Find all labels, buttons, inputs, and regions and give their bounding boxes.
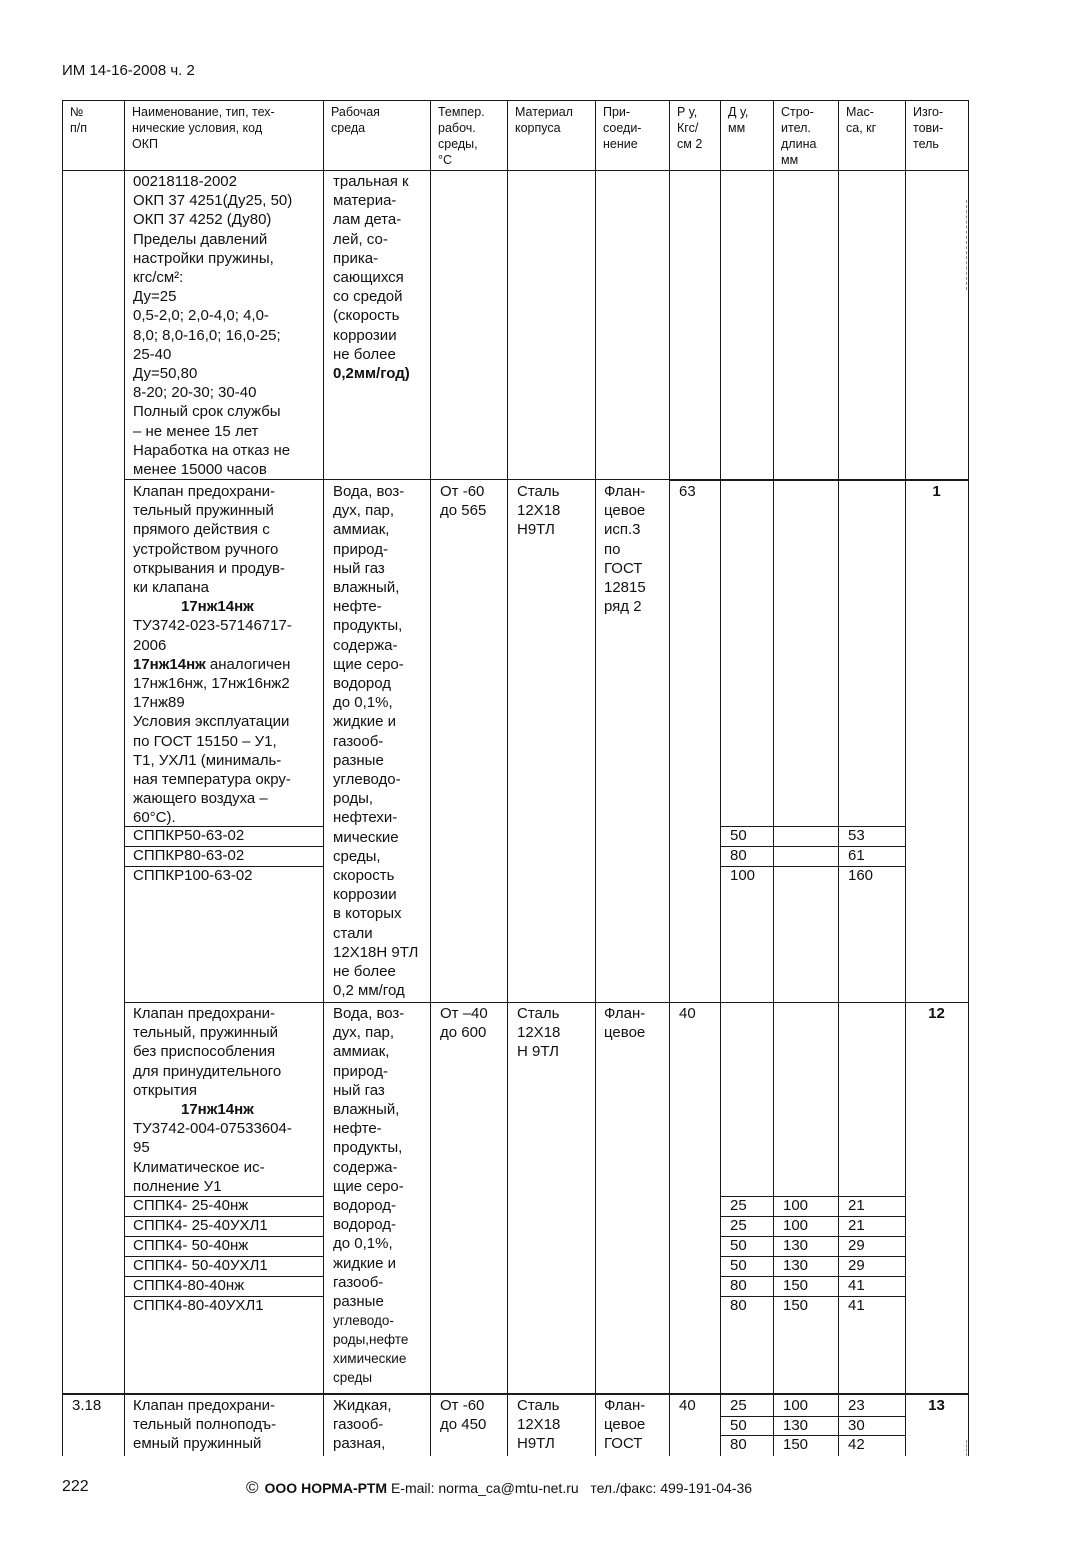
model-rule: [124, 1296, 323, 1297]
page-number: 222: [62, 1478, 89, 1495]
name-line: для принудительного: [133, 1062, 282, 1080]
mass-value: 160: [848, 867, 874, 884]
medium-line: лей, со-: [333, 230, 388, 248]
name-line: ТУ3742-023-57146717-: [133, 617, 292, 635]
medium-line: щие серо-: [333, 655, 404, 673]
column-rule-2: [323, 100, 324, 1456]
medium-line: Вода, воз-: [333, 483, 405, 500]
data-rule: [720, 1296, 905, 1297]
medium-line: 0,2 мм/год: [333, 982, 405, 1000]
name-line: устройством ручного: [133, 540, 279, 558]
name-line: полнение У1: [133, 1177, 222, 1195]
build-length: 100: [783, 1217, 809, 1234]
body-material: Сталь 12Х18 Н9ТЛ: [517, 1397, 561, 1453]
medium-line: нефтехи-: [333, 809, 398, 827]
build-length: 130: [783, 1417, 809, 1434]
medium-line: 0,2мм/год): [333, 365, 410, 382]
name-line: Клапан предохрани-: [133, 483, 275, 500]
mass-value: 21: [848, 1197, 865, 1214]
body-material: Сталь 12Х18 Н 9ТЛ: [517, 1005, 561, 1061]
model-name: СППК4- 25-40УХЛ1: [133, 1217, 268, 1234]
name-line: Наработка на отказ не: [133, 441, 291, 459]
footer-email: E-mail: norma_ca@mtu-net.ru: [390, 1480, 579, 1496]
medium-line: водород-: [333, 1216, 397, 1234]
medium-line: природ-: [333, 1062, 388, 1080]
medium-line: до 0,1%,: [333, 1235, 393, 1253]
model-name: СППК4- 25-40нж: [133, 1197, 249, 1214]
block-rule-bold: [669, 479, 968, 481]
medium-line: дух, пар,: [333, 502, 395, 520]
medium-line: материа-: [333, 192, 397, 210]
medium-line: (скорость: [333, 307, 400, 325]
column-rule-1: [124, 100, 125, 1456]
column-rule-7: [720, 100, 721, 1456]
medium-line: влажный,: [333, 1101, 400, 1118]
column-rule-6: [669, 100, 670, 1456]
temperature-range: От -60 до 450: [440, 1397, 487, 1434]
name-line: 25-40: [133, 345, 172, 363]
name-line: 17нж16нж, 17нж16нж2: [133, 675, 290, 692]
scan-mark: [966, 1440, 968, 1456]
manufacturer-number: 12: [928, 1005, 945, 1022]
mass-value: 41: [848, 1297, 865, 1314]
model-name: СППКР100-63-02: [133, 867, 253, 884]
model-name: СППК4- 50-40УХЛ1: [133, 1257, 268, 1274]
name-line: 95: [133, 1139, 150, 1157]
data-rule: [720, 826, 905, 827]
copyright-icon: ©: [246, 1478, 259, 1497]
medium-line: среды: [333, 1370, 373, 1386]
medium-line: разные: [333, 1293, 384, 1310]
medium-line: содержа-: [333, 636, 398, 654]
medium-line: углеводо-: [333, 1313, 394, 1329]
medium-line: Жидкая,: [333, 1397, 392, 1414]
medium-line: газооб-: [333, 732, 384, 750]
medium-line: роды,нефте: [333, 1332, 409, 1348]
document-id: ИМ 14-16-2008 ч. 2: [62, 62, 195, 79]
name-line: тельный пружинный: [133, 502, 274, 520]
nominal-diameter: 80: [730, 1277, 747, 1294]
column-header-8: Стро- ител. длина мм: [781, 105, 817, 167]
medium-line: химические: [333, 1351, 407, 1367]
name-line: тельный, пружинный: [133, 1024, 278, 1042]
name-line: ОКП 37 4251(Ду25, 50): [133, 192, 293, 210]
nominal-pressure: 40: [679, 1397, 696, 1414]
manufacturer-number: 13: [928, 1397, 945, 1414]
footer-phone: тел./факс: 499-191-04-36: [590, 1480, 753, 1496]
mass-value: 41: [848, 1277, 865, 1294]
name-line: без приспособления: [133, 1043, 276, 1061]
name-line: 2006: [133, 636, 167, 654]
data-rule: [720, 1216, 905, 1217]
data-rule: [720, 1435, 905, 1436]
mass-value: 42: [848, 1436, 865, 1453]
model-rule: [124, 866, 323, 867]
medium-line: тральная к: [333, 173, 409, 190]
model-rule: [124, 1196, 323, 1197]
column-rule-4: [507, 100, 508, 1456]
medium-line: продукты,: [333, 1139, 403, 1157]
column-rule-9: [838, 100, 839, 1456]
data-rule: [720, 846, 905, 847]
medium-line: ный газ: [333, 559, 385, 577]
column-rule-10: [905, 100, 906, 1456]
medium-line: щие серо-: [333, 1177, 404, 1195]
name-line: менее 15000 часов: [133, 461, 267, 478]
name-line: 17нж89: [133, 694, 185, 712]
model-name: СППКР50-63-02: [133, 827, 245, 844]
medium-line: Вода, воз-: [333, 1005, 405, 1022]
block-rule: [124, 1002, 968, 1003]
nominal-pressure: 40: [679, 1005, 696, 1022]
medium-line: не более: [333, 963, 396, 980]
nominal-diameter: 80: [730, 847, 747, 864]
connection-type: Флан- цевое исп.3 по ГОСТ 12815 ряд 2: [604, 483, 646, 616]
data-rule: [720, 1236, 905, 1237]
name-line: емный пружинный: [133, 1435, 262, 1453]
nominal-diameter: 100: [730, 867, 756, 884]
body-material: Сталь 12Х18 Н9ТЛ: [517, 483, 561, 539]
name-line: настройки пружины,: [133, 249, 274, 267]
name-line: прямого действия с: [133, 521, 270, 539]
column-header-10: Изго- тови- тель: [913, 105, 944, 151]
mass-value: 21: [848, 1217, 865, 1234]
medium-line: нефте-: [333, 598, 382, 616]
name-line: – не менее 15 лет: [133, 422, 259, 440]
medium-line: разная,: [333, 1435, 386, 1453]
column-header-6: Р у, Кгс/ см 2: [677, 105, 703, 151]
model-rule: [124, 1216, 323, 1217]
medium-line: не более: [333, 345, 396, 363]
medium-line: газооб-: [333, 1273, 384, 1291]
model-rule: [124, 1276, 323, 1277]
name-line: кгс/см²:: [133, 269, 184, 286]
name-line: 0,5-2,0; 2,0-4,0; 4,0-: [133, 307, 269, 325]
name-line: 17нж14нж: [181, 598, 254, 616]
nominal-diameter: 50: [730, 1237, 747, 1254]
model-rule: [124, 1256, 323, 1257]
medium-line: среды,: [333, 847, 381, 865]
medium-line: скорость: [333, 867, 395, 884]
connection-type: Флан- цевое: [604, 1005, 646, 1042]
company-name: ООО НОРМА-РТМ: [264, 1480, 388, 1496]
nominal-diameter: 25: [730, 1197, 747, 1214]
column-header-0: № п/п: [70, 105, 88, 135]
model-name: СППК4- 50-40нж: [133, 1237, 249, 1254]
build-length: 150: [783, 1277, 809, 1294]
medium-line: сающихся: [333, 269, 404, 286]
data-rule: [720, 866, 905, 867]
mass-value: 23: [848, 1397, 865, 1414]
name-line: тельный полноподъ-: [133, 1416, 277, 1434]
data-rule: [720, 1256, 905, 1257]
medium-line: лам дета-: [333, 211, 402, 229]
medium-line: роды,: [333, 790, 374, 808]
column-header-2: Рабочая среда: [331, 105, 380, 135]
medium-line: аммиак,: [333, 521, 390, 539]
mass-value: 29: [848, 1237, 865, 1254]
medium-line: аммиак,: [333, 1043, 390, 1061]
medium-line: мические: [333, 828, 399, 846]
medium-line: дух, пар,: [333, 1024, 395, 1042]
name-line: Условия эксплуатации: [133, 713, 290, 731]
connection-type: Флан- цевое ГОСТ: [604, 1397, 646, 1453]
column-header-1: Наименование, тип, тех- нические условия, код ОКП: [132, 105, 275, 151]
name-line: ная температура окру-: [133, 771, 291, 788]
column-rule-3: [430, 100, 431, 1456]
nominal-diameter: 25: [730, 1397, 747, 1414]
model-name: СППКР80-63-02: [133, 847, 245, 864]
mass-value: 30: [848, 1417, 865, 1434]
name-line: Клапан предохрани-: [133, 1397, 275, 1414]
column-header-5: При- соеди- нение: [603, 105, 642, 151]
temperature-range: От -60 до 565: [440, 483, 487, 520]
data-rule: [720, 1196, 905, 1197]
column-rule-0: [62, 100, 63, 1456]
nominal-diameter: 50: [730, 827, 747, 844]
name-line: 17нж14нж: [181, 1101, 254, 1118]
name-line: 60°С).: [133, 809, 176, 827]
medium-line: водород: [333, 675, 392, 692]
medium-line: жидкие и: [333, 1254, 396, 1272]
column-header-4: Материал корпуса: [515, 105, 573, 135]
column-header-7: Д у, мм: [728, 105, 749, 135]
row-number: 3.18: [72, 1397, 102, 1414]
medium-line: содержа-: [333, 1158, 398, 1176]
medium-line: углеводо-: [333, 771, 401, 788]
name-line: Ду=50,80: [133, 365, 198, 382]
nominal-pressure: 63: [679, 483, 696, 500]
medium-line: водород-: [333, 1197, 397, 1214]
build-length: 130: [783, 1257, 809, 1274]
build-length: 150: [783, 1297, 809, 1314]
medium-line: природ-: [333, 540, 388, 558]
medium-line: прика-: [333, 249, 379, 267]
block-rule-bold: [62, 1393, 968, 1395]
name-line: открывания и продув-: [133, 559, 285, 577]
footer-contacts: [246, 1478, 752, 1498]
medium-line: коррозии: [333, 886, 397, 904]
medium-line: жидкие и: [333, 713, 396, 731]
header-bottom-rule: [62, 170, 968, 171]
name-line: 8-20; 20-30; 30-40: [133, 384, 257, 402]
build-length: 100: [783, 1197, 809, 1214]
name-line: ТУ3742-004-07533604-: [133, 1120, 292, 1138]
name-line: Т1, УХЛ1 (минималь-: [133, 751, 282, 769]
model-name: СППК4-80-40нж: [133, 1277, 245, 1294]
model-rule: [124, 1236, 323, 1237]
column-header-9: Мас- са, кг: [846, 105, 877, 135]
column-rule-11: [968, 100, 969, 1456]
model-rule: [124, 826, 323, 827]
name-line: Ду=25: [133, 288, 177, 306]
build-length: 100: [783, 1397, 809, 1414]
build-length: 150: [783, 1436, 809, 1453]
nominal-diameter: 25: [730, 1217, 747, 1234]
name-line: 00218118-2002: [133, 173, 237, 190]
column-rule-5: [595, 100, 596, 1456]
nominal-diameter: 80: [730, 1436, 747, 1453]
manufacturer-number: 1: [932, 483, 941, 500]
temperature-range: От –40 до 600: [440, 1005, 488, 1042]
medium-line: продукты,: [333, 617, 403, 635]
name-line: 17нж14нж аналогичен: [133, 655, 291, 673]
medium-line: газооб-: [333, 1416, 384, 1434]
table-top-rule: [62, 100, 968, 101]
medium-line: со средой: [333, 288, 403, 306]
nominal-diameter: 50: [730, 1417, 747, 1434]
column-rule-8: [773, 100, 774, 1456]
build-length: 130: [783, 1237, 809, 1254]
name-line: жающего воздуха –: [133, 790, 268, 808]
mass-value: 61: [848, 847, 865, 864]
medium-line: влажный,: [333, 579, 400, 596]
medium-line: нефте-: [333, 1120, 382, 1138]
medium-line: разные: [333, 751, 384, 769]
medium-line: в которых: [333, 905, 402, 923]
column-header-3: Темпер. рабоч. среды, °С: [438, 105, 485, 167]
medium-line: стали: [333, 924, 373, 942]
data-rule: [720, 1416, 905, 1417]
nominal-diameter: 80: [730, 1297, 747, 1314]
data-rule: [720, 1276, 905, 1277]
name-line: Пределы давлений: [133, 230, 268, 248]
model-name: СППК4-80-40УХЛ1: [133, 1297, 264, 1314]
name-line: Полный срок службы: [133, 403, 281, 421]
name-line: ОКП 37 4252 (Ду80): [133, 211, 272, 229]
name-line: 8,0; 8,0-16,0; 16,0-25;: [133, 326, 281, 344]
name-line: по ГОСТ 15150 – У1,: [133, 732, 277, 750]
model-code: 17нж14нж: [133, 655, 206, 673]
medium-line: ный газ: [333, 1081, 385, 1099]
medium-line: 12Х18Н 9ТЛ: [333, 943, 419, 961]
medium-line: до 0,1%,: [333, 694, 393, 712]
model-rule: [124, 846, 323, 847]
name-line: Клапан предохрани-: [133, 1005, 275, 1022]
mass-value: 29: [848, 1257, 865, 1274]
name-line: открытия: [133, 1081, 197, 1099]
name-line: ки клапана: [133, 579, 210, 596]
scan-mark: [966, 200, 968, 290]
mass-value: 53: [848, 827, 865, 844]
name-line: Климатическое ис-: [133, 1158, 265, 1176]
nominal-diameter: 50: [730, 1257, 747, 1274]
medium-line: коррозии: [333, 326, 397, 344]
